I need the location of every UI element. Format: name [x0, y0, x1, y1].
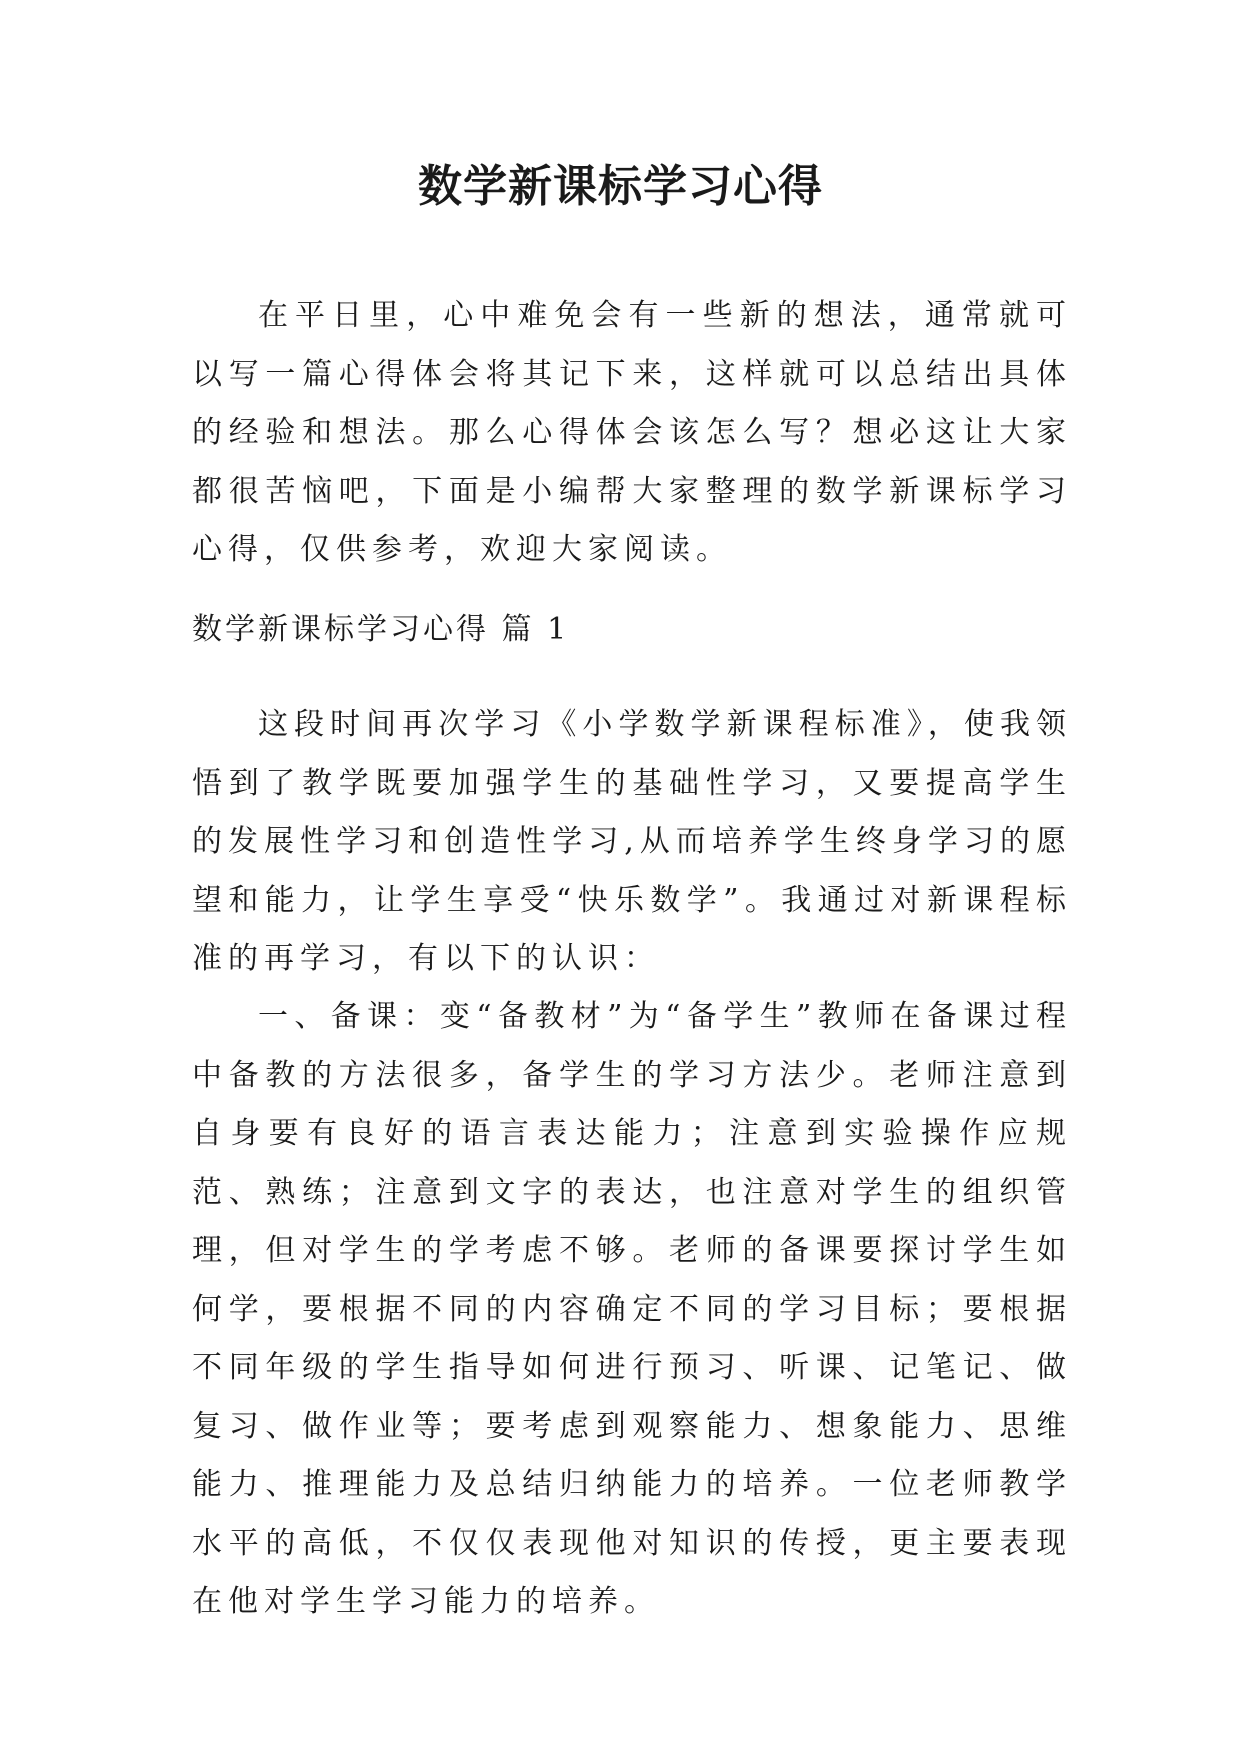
- section-heading: 数学新课标学习心得 篇 1: [192, 612, 570, 647]
- body-paragraph-1: 这段时间再次学习《小学数学新课程标准》，使我领悟到了教学既要加强学生的基础性学习，又要提高学生的发展性学习和创造性学习,从而培养学生终身学习的愿望和能力，让学生享受“快乐数学”。我通过对新课程标准的再学习，有以下的认识：: [192, 707, 1072, 976]
- document-title: 数学新课标学习心得: [418, 161, 823, 212]
- body-paragraph-2: 一、备课：变“备教材”为“备学生”教师在备课过程中备教的方法很多，备学生的学习方法少。老师注意到自身要有良好的语言表达能力；注意到实验操作应规范、熟练；注意到文字的表达，也注意对学生的组织管理，但对学生的学考虑不够。老师的备课要探讨学生如何学，要根据不同的内容确定不同的学习目标；要根据不同年级的学生指导如何进行预习、听课、记笔记、做复习、做作业等；要考虑到观察能力、想象能力、思维能力、推理能力及总结归纳能力的培养。一位老师教学水平的高低，不仅仅表现他对知识的传授，更主要表现在他对学生学习能力的培养。: [192, 999, 1072, 1619]
- intro-paragraph: 在平日里，心中难免会有一些新的想法，通常就可以写一篇心得体会将其记下来，这样就可以总结出具体的经验和想法。那么心得体会该怎么写？想必这让大家都很苦恼吧，下面是小编帮大家整理的数学新课标学习心得，仅供参考，欢迎大家阅读。: [192, 298, 1072, 567]
